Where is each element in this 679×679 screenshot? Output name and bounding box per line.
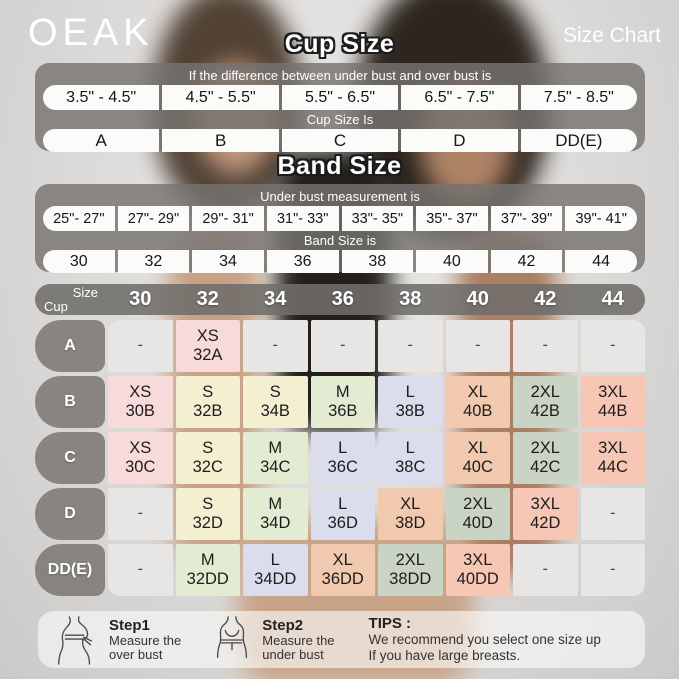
size-code: 42B xyxy=(530,402,560,420)
size-code: 38C xyxy=(395,458,426,476)
matrix-corner-cell xyxy=(35,284,105,315)
matrix-column-header: 44 xyxy=(601,288,624,310)
size-code: 32B xyxy=(193,402,223,420)
cup-range-cell: 5.5" - 6.5" xyxy=(282,85,398,110)
size-cell xyxy=(581,376,646,428)
size-cell xyxy=(108,488,173,540)
size-cell xyxy=(446,432,511,484)
size-code: 38B xyxy=(395,402,425,420)
step2-line1: Measure the xyxy=(262,633,335,648)
size-label: 3XL xyxy=(598,438,628,457)
size-code: 44C xyxy=(597,458,628,476)
cup-range-cell: 6.5" - 7.5" xyxy=(401,85,517,110)
empty-size-dash: - xyxy=(137,560,143,579)
size-code: 30C xyxy=(125,458,156,476)
empty-size-dash: - xyxy=(542,336,548,355)
cup-size-title: Cup Size xyxy=(284,30,395,58)
size-code: 34C xyxy=(260,458,291,476)
size-code: 34D xyxy=(260,514,291,532)
matrix-row xyxy=(35,544,645,596)
size-label: S xyxy=(202,438,214,457)
size-code: 40DD xyxy=(456,570,499,588)
size-cell xyxy=(243,320,308,372)
size-cell xyxy=(581,432,646,484)
size-cell xyxy=(378,376,443,428)
cup-range-row xyxy=(43,85,637,110)
size-label: S xyxy=(202,382,214,401)
size-label: XL xyxy=(467,438,488,457)
cup-row-header: DD(E) xyxy=(35,544,105,596)
size-code: 32DD xyxy=(186,570,229,588)
corner-size-label: Size xyxy=(72,285,98,300)
band-range-cell: 25"- 27" xyxy=(43,206,115,231)
band-size-title: Band Size xyxy=(277,152,402,180)
cup-row-header: D xyxy=(35,488,105,540)
size-cell xyxy=(378,432,443,484)
size-label: 3XL xyxy=(530,494,560,513)
size-label: XL xyxy=(332,550,353,569)
size-code: 40B xyxy=(463,402,493,420)
size-cell xyxy=(311,544,376,596)
size-code: 44B xyxy=(598,402,628,420)
instructions-bar xyxy=(38,611,645,668)
step1-title: Step1 xyxy=(109,617,150,634)
cup-letter-cell: D xyxy=(401,129,517,152)
band-range-cell: 31"- 33" xyxy=(267,206,339,231)
size-cell xyxy=(108,432,173,484)
tips-title: TIPS : xyxy=(368,615,412,632)
band-number-row xyxy=(43,250,637,273)
size-label: XL xyxy=(467,382,488,401)
step2-line2: under bust xyxy=(262,647,324,662)
empty-size-dash: - xyxy=(340,336,346,355)
band-range-cell: 33"- 35" xyxy=(342,206,414,231)
step2-title: Step2 xyxy=(262,617,304,634)
size-cell xyxy=(176,320,241,372)
size-code: 36C xyxy=(327,458,358,476)
band-range-cell: 35"- 37" xyxy=(416,206,488,231)
size-label: S xyxy=(269,382,281,401)
cup-letter-cell: B xyxy=(162,129,278,152)
size-label: 2XL xyxy=(395,550,425,569)
band-size-cell: 40 xyxy=(416,250,488,273)
matrix-column-header: 36 xyxy=(331,288,354,310)
empty-size-dash: - xyxy=(407,336,413,355)
size-cell xyxy=(108,376,173,428)
size-code: 30B xyxy=(125,402,155,420)
empty-size-dash: - xyxy=(272,336,278,355)
matrix-column-header: 38 xyxy=(399,288,422,310)
band-size-cell: 44 xyxy=(565,250,637,273)
cup-condition-label: If the difference between under bust and over bust is xyxy=(188,68,492,83)
size-label: XS xyxy=(129,382,152,401)
size-cell xyxy=(108,320,173,372)
band-size-cell: 42 xyxy=(491,250,563,273)
band-range-cell: 27"- 29" xyxy=(118,206,190,231)
size-matrix xyxy=(35,320,645,600)
band-range-cell: 39"- 41" xyxy=(565,206,637,231)
corner-cup-label: Cup xyxy=(44,299,68,314)
size-label: 3XL xyxy=(598,382,628,401)
cup-row-header: A xyxy=(35,320,105,372)
band-range-cell: 29"- 31" xyxy=(192,206,264,231)
cup-letter-cell: A xyxy=(43,129,159,152)
size-cell xyxy=(513,432,578,484)
cup-letter-cell: DD(E) xyxy=(521,129,637,152)
matrix-column-header: 30 xyxy=(129,288,152,310)
size-label: L xyxy=(338,438,348,457)
size-code: 42D xyxy=(530,514,561,532)
size-cell xyxy=(513,376,578,428)
size-label: L xyxy=(270,550,280,569)
step1-line1: Measure the xyxy=(109,633,182,648)
step1-line2: over bust xyxy=(109,647,163,662)
band-range-cell: 37"- 39" xyxy=(491,206,563,231)
matrix-row xyxy=(35,432,645,484)
size-cell xyxy=(243,432,308,484)
size-label: XL xyxy=(400,494,421,513)
empty-size-dash: - xyxy=(610,504,616,523)
size-cell xyxy=(176,544,241,596)
size-code: 34DD xyxy=(254,570,297,588)
size-cell xyxy=(513,488,578,540)
size-cell xyxy=(446,488,511,540)
size-cell xyxy=(378,320,443,372)
size-label: M xyxy=(200,550,215,569)
size-label: XS xyxy=(129,438,152,457)
size-label: M xyxy=(268,438,283,457)
size-cell xyxy=(446,376,511,428)
size-label: M xyxy=(268,494,283,513)
band-result-label: Band Size is xyxy=(303,233,377,248)
matrix-row xyxy=(35,488,645,540)
size-label: L xyxy=(405,382,415,401)
band-size-cell: 32 xyxy=(118,250,190,273)
cup-letter-cell: C xyxy=(282,129,398,152)
size-label: L xyxy=(338,494,348,513)
size-cell xyxy=(311,432,376,484)
band-size-cell: 38 xyxy=(342,250,414,273)
size-cell xyxy=(378,544,443,596)
step1-block xyxy=(109,617,181,662)
size-cell xyxy=(176,376,241,428)
band-size-cell: 34 xyxy=(192,250,264,273)
cup-result-label: Cup Size Is xyxy=(306,112,374,127)
empty-size-dash: - xyxy=(137,336,143,355)
matrix-column-header: 40 xyxy=(466,288,489,310)
size-cell xyxy=(513,544,578,596)
size-cell xyxy=(311,488,376,540)
size-code: 36D xyxy=(327,514,358,532)
measure-under-bust-icon xyxy=(211,615,253,665)
size-label: 2XL xyxy=(530,382,560,401)
band-range-row xyxy=(43,206,637,231)
tips-line1: We recommend you select one size up xyxy=(368,632,601,647)
size-code: 32C xyxy=(192,458,223,476)
size-cell xyxy=(513,320,578,372)
matrix-row xyxy=(35,376,645,428)
size-cell xyxy=(176,432,241,484)
size-cell xyxy=(311,376,376,428)
size-code: 34B xyxy=(260,402,290,420)
tips-line2: If you have large breasts. xyxy=(368,648,521,663)
size-label: M xyxy=(335,382,350,401)
empty-size-dash: - xyxy=(610,336,616,355)
size-cell xyxy=(581,488,646,540)
cup-row-header: C xyxy=(35,432,105,484)
size-cell xyxy=(446,544,511,596)
size-code: 36DD xyxy=(321,570,364,588)
empty-size-dash: - xyxy=(475,336,481,355)
size-label: 2XL xyxy=(530,438,560,457)
band-condition-label: Under bust measurement is xyxy=(260,189,420,204)
size-cell xyxy=(176,488,241,540)
size-code: 38DD xyxy=(389,570,432,588)
cup-range-cell: 7.5" - 8.5" xyxy=(521,85,637,110)
size-code: 38D xyxy=(395,514,426,532)
matrix-column-header: 34 xyxy=(264,288,287,310)
empty-size-dash: - xyxy=(610,560,616,579)
size-cell xyxy=(378,488,443,540)
size-label: 3XL xyxy=(463,550,493,569)
tips-block xyxy=(369,615,601,664)
band-size-cell: 36 xyxy=(267,250,339,273)
empty-size-dash: - xyxy=(137,504,143,523)
matrix-header xyxy=(35,284,645,315)
size-label: 2XL xyxy=(463,494,493,513)
brand-logo: OEAK xyxy=(28,12,154,54)
matrix-row xyxy=(35,320,645,372)
step2-block xyxy=(262,617,334,662)
band-size-cell: 30 xyxy=(43,250,115,273)
size-code: 42C xyxy=(530,458,561,476)
size-cell xyxy=(581,544,646,596)
empty-size-dash: - xyxy=(542,560,548,579)
size-label: S xyxy=(202,494,214,513)
cup-size-table xyxy=(35,63,645,151)
band-size-table xyxy=(35,184,645,272)
size-code: 40C xyxy=(462,458,493,476)
size-cell xyxy=(108,544,173,596)
measure-over-bust-icon xyxy=(54,615,100,665)
matrix-column-header: 42 xyxy=(534,288,557,310)
cup-row-header: B xyxy=(35,376,105,428)
cup-letter-row xyxy=(43,129,637,152)
size-cell xyxy=(243,544,308,596)
size-label: L xyxy=(405,438,415,457)
matrix-column-headers xyxy=(108,284,645,315)
page-title: Size Chart xyxy=(562,24,661,47)
size-code: 40D xyxy=(462,514,493,532)
size-cell xyxy=(446,320,511,372)
size-code: 32D xyxy=(192,514,223,532)
matrix-column-header: 32 xyxy=(196,288,219,310)
size-label: XS xyxy=(196,326,219,345)
size-cell xyxy=(243,376,308,428)
size-cell xyxy=(311,320,376,372)
cup-range-cell: 4.5" - 5.5" xyxy=(162,85,278,110)
cup-range-cell: 3.5" - 4.5" xyxy=(43,85,159,110)
size-code: 36B xyxy=(328,402,358,420)
size-cell xyxy=(243,488,308,540)
size-cell xyxy=(581,320,646,372)
size-code: 32A xyxy=(193,346,223,364)
